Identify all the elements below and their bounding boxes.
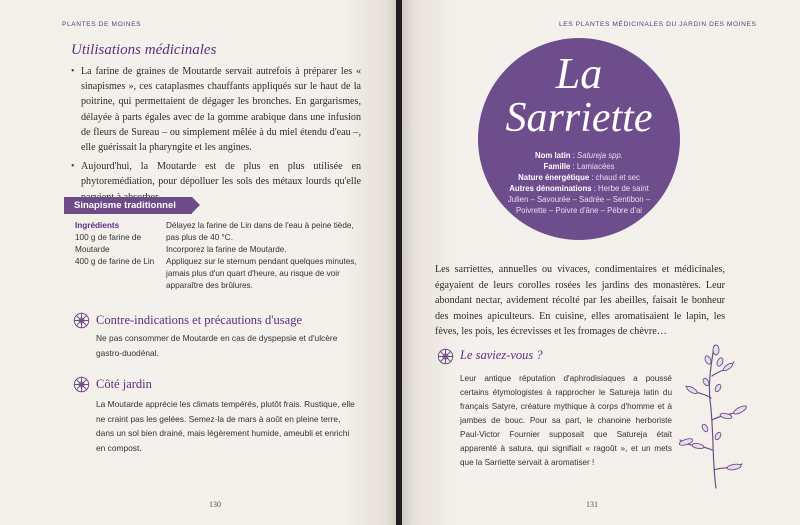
rosette-icon — [73, 312, 90, 329]
page-number-left: 130 — [209, 500, 221, 509]
recipe-banner: Sinapisme traditionnel — [64, 197, 192, 214]
latin-value: Satureja spp. — [577, 151, 623, 160]
running-head-left: PLANTES DE MOINES — [62, 21, 142, 28]
savez-text: Leur antique réputation d'aphrodisiaques a poussé certains étymologistes à rapprocher le Satureja latin du français Satyre, créature mythique à corps d'homme et à jambes de bouc. Pour sa part, le chanoine herboriste Paul-Victor Fournier supposait que Satureja était apparenté à satura, qui signifiait « ragoût », et un mets que la Sarriette servait à aromatiser ! — [460, 374, 672, 467]
plant-title-line1: La — [555, 49, 603, 98]
plant-info: Nom latin : Satureja spp. Famille : Lamiacées Nature énergétique : chaud et sec Autres dénominations : Herbe de saint Julien – Savourée – Sadrée – Sentibon – Poivrette – Poivre d'âne – Pèbre d'ai — [507, 151, 651, 215]
energy-value: chaud et sec — [595, 173, 640, 182]
contra-title: Contre-indications et précautions d'usage — [96, 313, 303, 327]
recipe-step: Incorporez la farine de Moutarde. — [166, 245, 287, 254]
intro-text: Les sarriettes, annuelles ou vivaces, condimentaires et médicinales, égayaient de leurs corolles rosées les jardins des monastères. Leur abondant nectar, avidement récolté par les abeilles, faisait le bonheur des moines apiculteurs. En cuisine, elles aromatisaient le lapin, les fèves, les pois, les écrevisses et les fromages de chèvre… — [435, 264, 725, 338]
energy-label: Nature énergétique — [518, 173, 590, 182]
plant-title-line2: Sarriette — [505, 95, 653, 141]
family-value: Lamiacées — [576, 162, 615, 171]
ingredient-item: 100 g de farine de Moutarde — [75, 233, 142, 254]
running-head-right: LES PLANTES MÉDICINALES DU JARDIN DES MOINES — [559, 21, 757, 28]
savory-sprig-illustration — [672, 340, 754, 492]
rosette-icon — [437, 348, 454, 365]
garden-text: La Moutarde apprécie les climats tempérés, plutôt frais. Rustique, elle ne craint pas les gelées. Semez-la de mars à août en pleine terre, dans un sol bien drainé, mais légèrement humide, ameubli et enrichi en compost. — [96, 399, 355, 453]
garden-title: Côté jardin — [96, 377, 152, 391]
latin-label: Nom latin — [535, 151, 571, 160]
family-label: Famille — [543, 162, 571, 171]
recipe-steps — [166, 220, 361, 292]
recipe-step: Appliquez sur le sternum pendant quelques minutes, jamais plus d'un quart d'heure, au risque de voir apparaître des brûlures. — [166, 257, 357, 290]
other-value: Herbe de saint Julien – Savourée – Sadrée – Sentibon – Poivrette – Poivre d'âne – Pèbre d'ai — [507, 184, 651, 215]
recipe-ingredients — [75, 220, 160, 268]
savez-title: Le saviez-vous ? — [460, 348, 543, 362]
bullet-item: • La farine de graines de Moutarde servait autrefois à préparer les « sinapismes », ces cataplasmes chauffants appliqués sur le haut de la poitrine, qui permettaient de dégager les bronches. En gargarismes, délayée à parts égales avec de la gomme arabique dans une infusion de fleurs de Sureau – ou simplement mêlée à du miel étendu d'eau –, elle guérissait la pharyngite et les angines. — [71, 64, 361, 155]
recipe-step: Délayez la farine de Lin dans de l'eau à peine tiède, pas plus de 40 °C. — [166, 221, 354, 242]
usage-title: Utilisations médicinales — [71, 42, 217, 58]
ingredients-heading: Ingrédients — [75, 221, 120, 230]
bullet-item: • Aujourd'hui, la Moutarde est de plus en plus utilisée en phytoremédiation, pour dépolluer les sols des métaux lourds qu'elle — [71, 159, 361, 205]
usage-bullets — [71, 64, 361, 209]
contra-text: Ne pas consommer de Moutarde en cas de dyspepsie et d'ulcère gastro-duodénal. — [96, 333, 338, 358]
page-number-right: 131 — [586, 500, 598, 509]
rosette-icon — [73, 376, 90, 393]
other-label: Autres dénominations — [509, 184, 592, 193]
left-page — [0, 0, 398, 525]
ingredient-item: 400 g de farine de Lin — [75, 257, 155, 266]
